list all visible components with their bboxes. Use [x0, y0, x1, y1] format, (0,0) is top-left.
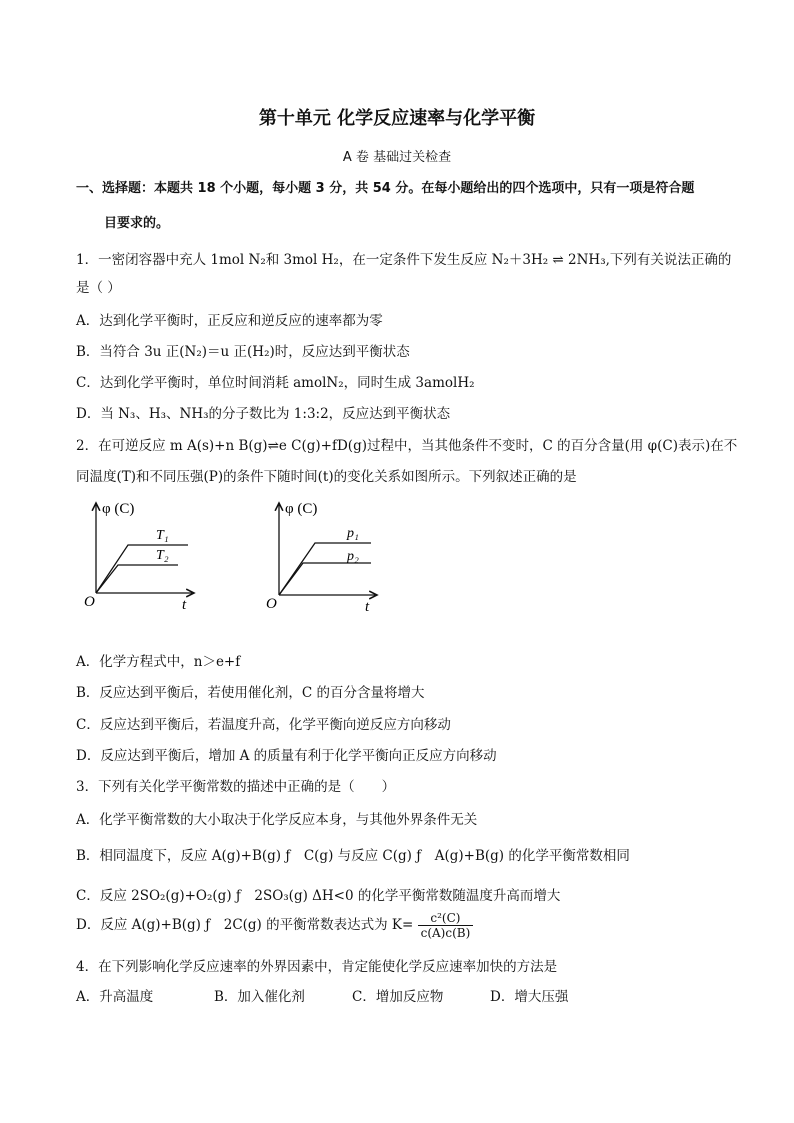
graph-temperature — [82, 497, 207, 615]
q1-option-a: A．达到化学平衡时，正反应和逆反应的速率都为零 — [76, 313, 383, 329]
section-heading-line2: 目要求的。 — [104, 216, 170, 231]
section-heading-line1: 一、选择题：本题共 18 个小题，每小题 3 分，共 54 分。在每小题给出的四个选项中，只有一项是符合题 — [76, 181, 695, 196]
page-subtitle: A 卷 基础过关检查 — [342, 150, 452, 165]
q2-stem-line1: 2．在可逆反应 m A(s)+n B(g)⇌e C(g)+fD(g)过程中，当其他条件不变时，C 的百分含量(用 φ(C)表示)在不 — [76, 438, 738, 454]
q1-option-b: B．当符合 3u 正(N₂)＝u 正(H₂)时，反应达到平衡状态 — [76, 344, 410, 360]
curve-lower-label: T₂ — [156, 548, 169, 563]
equilibrium-constant-fraction — [418, 911, 474, 940]
q1-stem-line2: 是（ ） — [76, 280, 121, 296]
q4-option-b: B．加入催化剂 — [214, 989, 305, 1005]
q2-stem-line2: 同温度(T)和不同压强(P)的条件下随时间(t)的变化关系如图所示。下列叙述正确的是 — [76, 469, 577, 485]
fraction-numerator: c²(C) — [418, 911, 474, 926]
curve-upper-label: T₁ — [156, 528, 169, 543]
q3-option-a: A．化学平衡常数的大小取决于化学反应本身，与其他外界条件无关 — [76, 812, 478, 828]
curve-lower — [279, 563, 371, 595]
origin-label: O — [84, 594, 95, 610]
fraction-denominator: c(A)c(B) — [420, 926, 471, 940]
q4-stem: 4．在下列影响化学反应速率的外界因素中，肯定能使化学反应速率加快的方法是 — [76, 959, 558, 975]
q2-option-c: C．反应达到平衡后，若温度升高，化学平衡向逆反应方向移动 — [76, 717, 451, 733]
q2-option-b: B．反应达到平衡后，若使用催化剂，C 的百分含量将增大 — [76, 685, 425, 701]
q1-stem-line1: 1．一密闭容器中充人 1mol N₂和 3mol H₂，在一定条件下发生反应 N₂＋3H₂ ⇌ 2NH₃,下列有关说法正确的 — [76, 252, 732, 268]
q3-option-b: B．相同温度下，反应 A(g)+B(g) ƒ C(g) 与反应 C(g) ƒ A(g)+B(g) 的化学平衡常数相同 — [76, 848, 630, 864]
x-axis-label: t — [182, 597, 187, 613]
q3-option-d — [76, 910, 473, 940]
q3-option-d-text: D．反应 A(g)+B(g) ƒ 2C(g) 的平衡常数表达式为 K= — [76, 917, 414, 933]
graph-pressure — [263, 497, 388, 615]
curve-lower — [96, 565, 178, 593]
q4-option-c: C．增加反应物 — [352, 989, 444, 1005]
curve-lower-label: p₂ — [347, 549, 359, 564]
q2-option-d: D．反应达到平衡后，增加 A 的质量有利于化学平衡向正反应方向移动 — [76, 748, 497, 764]
curve-upper — [96, 545, 188, 593]
page-title: 第十单元 化学反应速率与化学平衡 — [258, 108, 536, 129]
q3-option-c: C．反应 2SO₂(g)+O₂(g) ƒ 2SO₃(g) ΔH<0 的化学平衡常数随温度升高而增大 — [76, 888, 561, 904]
q3-stem: 3．下列有关化学平衡常数的描述中正确的是（ ） — [76, 779, 396, 795]
x-axis-label: t — [365, 599, 370, 615]
curve-upper-label: p₁ — [347, 526, 359, 541]
q1-option-c: C．达到化学平衡时，单位时间消耗 amolN₂，同时生成 3amolH₂ — [76, 375, 475, 391]
q4-option-d: D．增大压强 — [490, 989, 569, 1005]
q4-options — [76, 987, 568, 1007]
y-axis-label: φ (C) — [285, 501, 318, 517]
q4-option-a: A．升高温度 — [76, 989, 154, 1005]
y-axis-label: φ (C) — [102, 501, 135, 517]
q1-option-d: D．当 N₃、H₃、NH₃的分子数比为 1:3:2，反应达到平衡状态 — [76, 406, 451, 422]
q2-option-a: A．化学方程式中，n＞e+f — [76, 654, 241, 670]
origin-label: O — [266, 596, 277, 612]
